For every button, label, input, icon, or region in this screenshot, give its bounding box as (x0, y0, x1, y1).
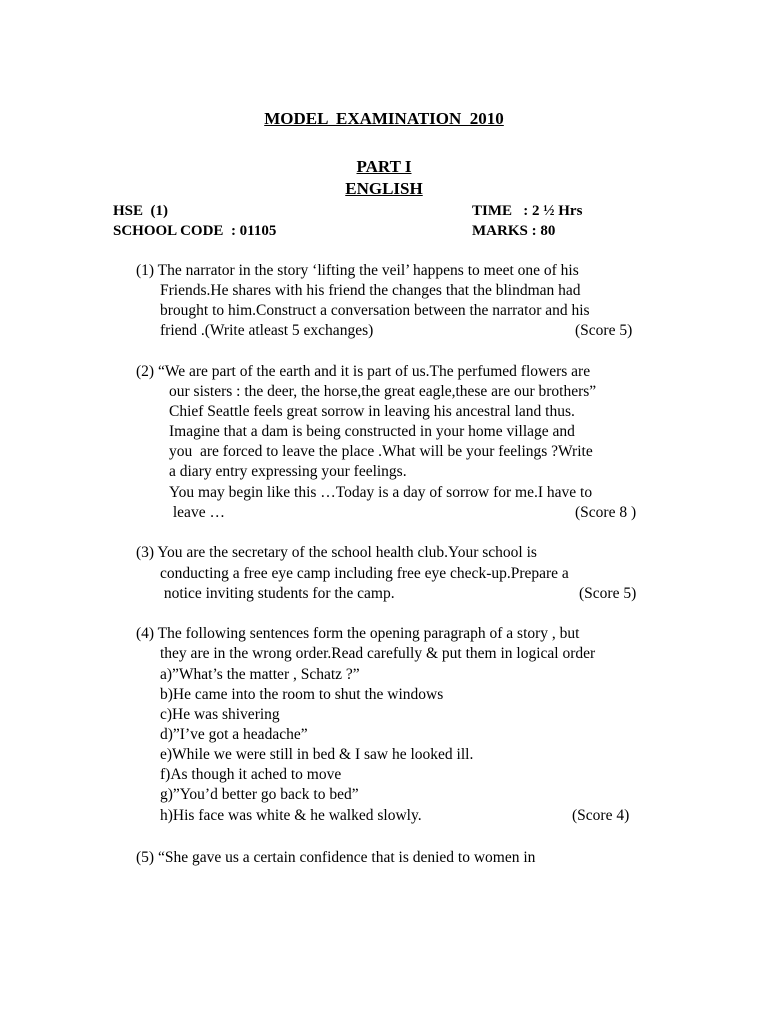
option-a: a)”What’s the matter , Schatz ?” (160, 666, 360, 683)
question-line: Imagine that a dam is being constructed in your home village and (169, 423, 575, 440)
option-h: h)His face was white & he walked slowly. (160, 807, 422, 824)
question-line: conducting a free eye camp including free eye check-up.Prepare a (160, 565, 569, 582)
question-line: they are in the wrong order.Read carefully & put them in logical order (160, 645, 596, 662)
question-line: (3) You are the secretary of the school health club.Your school is (136, 544, 537, 561)
option-f: f)As though it ached to move (160, 766, 342, 783)
option-e: e)While we were still in bed & I saw he looked ill. (160, 746, 474, 763)
question-line: Friends.He shares with his friend the changes that the blindman had (160, 282, 581, 299)
subject-heading: ENGLISH (345, 179, 423, 198)
question-line: you are forced to leave the place .What will be your feelings ?Write (169, 443, 593, 460)
hse-label: HSE (1) (113, 203, 169, 219)
question-line: (5) “She gave us a certain confidence that is denied to women in (136, 849, 536, 866)
question-line: You may begin like this …Today is a day of sorrow for me.I have to (169, 484, 593, 501)
question-line: brought to him.Construct a conversation between the narrator and his (160, 302, 590, 319)
question-line: (1) The narrator in the story ‘lifting the veil’ happens to meet one of his (136, 262, 579, 279)
question-line: friend .(Write atleast 5 exchanges) (160, 322, 374, 339)
question-line: leave … (169, 504, 225, 521)
question-line: a diary entry expressing your feelings. (169, 463, 407, 480)
option-c: c)He was shivering (160, 706, 280, 723)
question-line: our sisters : the deer, the horse,the great eagle,these are our brothers” (169, 383, 597, 400)
option-b: b)He came into the room to shut the windows (160, 686, 444, 703)
time-label: TIME : 2 ½ Hrs (472, 203, 583, 219)
part-heading: PART I (356, 157, 412, 176)
question-line: notice inviting students for the camp. (160, 585, 395, 602)
score-label: (Score 8 ) (575, 504, 637, 521)
school-code: SCHOOL CODE : 01105 (113, 223, 277, 239)
marks-label: MARKS : 80 (472, 223, 556, 239)
exam-title: MODEL EXAMINATION 2010 (264, 109, 504, 128)
question-line: (2) “We are part of the earth and it is part of us.The perfumed flowers are (136, 363, 591, 380)
option-g: g)”You’d better go back to bed” (160, 786, 359, 803)
score-label: (Score 5) (575, 322, 633, 339)
question-line: Chief Seattle feels great sorrow in leaving his ancestral land thus. (169, 403, 575, 420)
option-d: d)”I’ve got a headache” (160, 726, 308, 743)
score-label: (Score 5) (579, 585, 637, 602)
score-label: (Score 4) (572, 807, 630, 824)
question-line: (4) The following sentences form the opening paragraph of a story , but (136, 625, 580, 642)
